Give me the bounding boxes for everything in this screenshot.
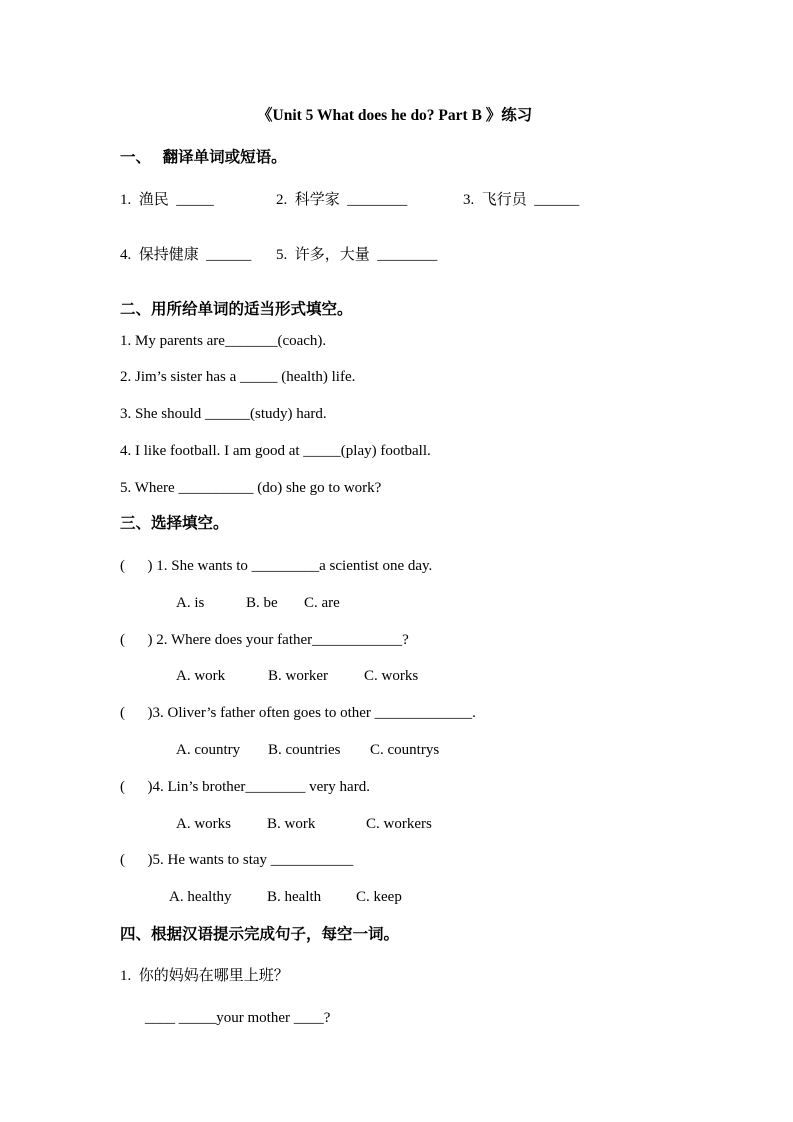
section-3-heading: 三、选择填空。: [120, 515, 229, 532]
choice-option-4c: C. workers: [366, 816, 432, 832]
choice-option-3a: A. country: [176, 742, 241, 758]
choice-option-5b: B. health: [267, 889, 322, 905]
fill-item-4: 4. I like football. I am good at _____(play) football.: [120, 443, 431, 459]
translate-item-4: 4. 保持健康 ______: [120, 247, 252, 263]
choice-option-1b: B. be: [246, 595, 278, 611]
choice-option-3b: B. countries: [268, 742, 341, 758]
page-title: 《Unit 5 What does he do? Part B 》练习: [257, 107, 533, 124]
section-2-heading: 二、用所给单词的适当形式填空。: [120, 301, 353, 318]
choice-option-2c: C. works: [364, 668, 419, 684]
choice-question-3: ( )3. Oliver’s father often goes to other _____________.: [120, 705, 476, 721]
fill-item-5: 5. Where __________ (do) she go to work?: [120, 480, 382, 496]
fill-item-2: 2. Jim’s sister has a _____ (health) life.: [120, 369, 356, 385]
choice-option-3c: C. countrys: [370, 742, 440, 758]
choice-option-2a: A. work: [176, 668, 226, 684]
choice-question-2: ( ) 2. Where does your father____________?: [120, 632, 409, 648]
sentence-answer-1: ____ _____your mother ____?: [145, 1010, 331, 1026]
choice-question-4: ( )4. Lin’s brother________ very hard.: [120, 779, 370, 795]
translate-item-1: 1. 渔民 _____: [120, 192, 214, 208]
translate-item-2: 2. 科学家 ________: [276, 192, 408, 208]
choice-option-2b: B. worker: [268, 668, 328, 684]
translate-item-3: 3. 飞行员 ______: [463, 192, 580, 208]
choice-question-1: ( ) 1. She wants to _________a scientist one day.: [120, 558, 433, 574]
choice-question-5: ( )5. He wants to stay ___________: [120, 852, 354, 868]
sentence-prompt-1: 1. 你的妈妈在哪里上班？: [120, 968, 289, 984]
choice-option-1a: A. is: [176, 595, 205, 611]
fill-item-3: 3. She should ______(study) hard.: [120, 406, 327, 422]
choice-option-4b: B. work: [267, 816, 316, 832]
section-4-heading: 四、根据汉语提示完成句子，每空一词。: [120, 926, 400, 943]
section-1-heading: 一、 翻译单词或短语。: [120, 149, 287, 166]
choice-option-4a: A. works: [176, 816, 231, 832]
choice-option-1c: C. are: [304, 595, 340, 611]
fill-item-1: 1. My parents are_______(coach).: [120, 333, 327, 349]
choice-option-5a: A. healthy: [169, 889, 232, 905]
choice-option-5c: C. keep: [356, 889, 402, 905]
translate-item-5: 5. 许多，大量 ________: [276, 247, 438, 263]
